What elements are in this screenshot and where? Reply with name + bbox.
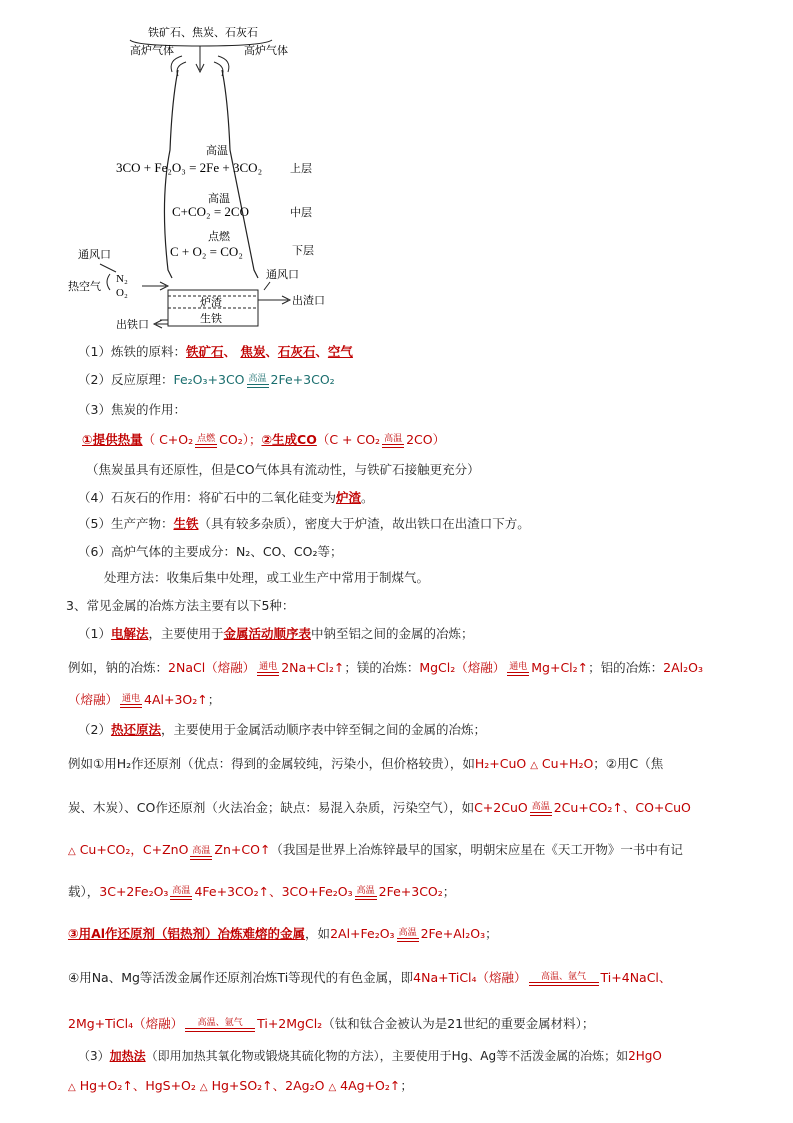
l22-b: 2HgO [628, 1049, 662, 1063]
l21-a: 2Mg+TiCl₄（熔融） [68, 1016, 184, 1031]
hot-air-label: 热空气 [68, 281, 101, 293]
l23-c: 4Ag+O₂↑ [340, 1078, 401, 1093]
l2-left: Fe₂O₃+3CO [173, 372, 245, 387]
l17-c: （我国是世界上冶炼锌最早的国家，明朝宋应星在《天工开物》一书中有记 [270, 842, 683, 857]
l23-d: ； [400, 1078, 413, 1093]
cond-label: 高温 [398, 928, 417, 938]
feed-label: 铁矿石、焦炭、石灰石 [148, 27, 258, 39]
gas-right-label: 高炉气体 [244, 45, 288, 57]
l12-e: MgCl₂（熔融） [419, 660, 506, 675]
l19-c: 2Fe+Al₂O₃ [420, 926, 486, 941]
l4-f: 2CO） [406, 432, 446, 447]
l13-cond [120, 694, 142, 708]
l23-b: Hg+SO₂↑、2Ag₂O [211, 1078, 325, 1093]
thermite-term: ③用Al作还原剂（铝热剂）冶炼难熔的金属 [68, 926, 306, 941]
cond-label: 高温、氩气 [541, 972, 587, 982]
l15-b: H₂+CuO [474, 756, 527, 771]
l12-a: 例如，钠的冶炼： [68, 660, 169, 675]
l15-c: Cu+H₂O [541, 756, 594, 771]
l19-cond [397, 928, 419, 942]
line-principle [78, 372, 335, 388]
line-coke-role [78, 402, 186, 418]
l22-rest: （即用加热其氧化物或锻烧其硫化物的方法），主要使用于Hg、Ag等不活泼金属的冶炼；如 [145, 1049, 629, 1063]
sep: 、 [315, 344, 328, 359]
l21-c: （钛和钛合金被认为是21世纪的重要金属材料）； [322, 1016, 595, 1031]
generate-co: ②生成CO [261, 432, 317, 447]
vent-right-label: 通风口 [266, 269, 299, 281]
l18-cond2 [355, 886, 377, 900]
line-electrolysis [78, 626, 474, 642]
eq1-layer: 上层 [290, 163, 312, 175]
line-treatment [104, 570, 429, 586]
line-zno [68, 842, 683, 860]
line-ti-mg [68, 1016, 594, 1032]
cond-label: 通电 [122, 694, 141, 704]
l21-cond [185, 1018, 255, 1032]
line-hg-ag [68, 1078, 413, 1096]
l12-c: 2Na+Cl₂↑ [281, 660, 345, 675]
delta-icon: △ [68, 846, 76, 857]
slag-term: 炉渣 [335, 490, 361, 505]
l11-mid: ，主要使用于 [148, 626, 224, 641]
l16-c: 2Cu+CO₂↑、CO+CuO [553, 800, 691, 815]
line-c-co [68, 800, 691, 816]
eq3-cond: 点燃 [208, 231, 230, 243]
line-coke-uses [82, 432, 445, 448]
l15-a: 例如①用H₂作还原剂（优点：得到的金属较纯，污染小，但价格较贵），如 [68, 756, 475, 771]
l2-prefix: （2）反应原理： [78, 372, 174, 387]
gas-right-pipe [214, 56, 229, 76]
line-raw-materials [78, 344, 353, 360]
vent-right-arrow [264, 282, 270, 290]
eq3: C + O₂ = CO₂ [170, 244, 243, 259]
l20-b: 4Na+TiCl₄（熔融） [413, 970, 527, 985]
l22-prefix: （3） [78, 1049, 110, 1063]
line-gas [78, 544, 342, 560]
delta-icon: △ [199, 1082, 208, 1093]
eq2: C+CO₂ = 2CO [172, 204, 249, 219]
l11-rest: 中钠至铝之间的金属的冶炼； [311, 626, 474, 641]
line-heating [78, 1048, 662, 1064]
l4-c: CO₂）； [219, 432, 262, 447]
l7-rest: （具有较多杂质），密度大于炉渣，故出铁口在出渣口下方。 [198, 516, 530, 531]
vent-left-label: 通风口 [78, 249, 111, 261]
n2-label: N₂ [116, 273, 128, 285]
blast-furnace-diagram [60, 20, 340, 340]
l2-right: 2Fe+3CO₂ [270, 372, 335, 387]
l12-cond2 [507, 662, 529, 676]
l19-b: 2Al+Fe₂O₃ [330, 926, 395, 941]
l3: （3）焦炭的作用： [78, 402, 186, 417]
l18-d: 2Fe+3CO₂ [378, 884, 443, 899]
delta-icon: △ [530, 760, 538, 771]
l6-prefix: （4）石灰石的作用：将矿石中的二氧化硅变为 [78, 490, 336, 505]
l14-prefix: （2） [78, 722, 111, 737]
l12-cond [257, 662, 279, 676]
delta-icon: △ [328, 1082, 337, 1093]
l20-cond [529, 972, 599, 986]
line-thermal [78, 722, 486, 738]
l6-end: 。 [360, 490, 374, 505]
cond-label: 高温 [172, 886, 191, 896]
l17-a: Cu+CO₂，C+ZnO [79, 842, 189, 857]
vent-left-arrow [100, 264, 116, 272]
l15-d: ；②用C（焦 [593, 756, 664, 771]
l17-b: Zn+CO↑ [214, 842, 271, 857]
l12-d: ；镁的冶炼： [344, 660, 420, 675]
l18-b: 3C+2Fe₂O₃ [99, 884, 169, 899]
l20-c: Ti+4NaCl、 [600, 970, 672, 985]
activity-series-term: 金属活动顺序表 [223, 626, 311, 641]
l4-cond1 [195, 434, 217, 448]
line-coke-note [86, 462, 480, 478]
eq3-layer: 下层 [292, 245, 314, 257]
l13-c: ； [207, 692, 221, 707]
line-section3 [66, 598, 294, 614]
l8: （6）高炉气体的主要成分：N₂、CO、CO₂等； [78, 544, 343, 559]
slag-label: 炉渣 [200, 297, 222, 309]
eq1-cond: 高温 [206, 145, 228, 157]
gas-mix-brace [107, 274, 110, 290]
l18-c: 4Fe+3CO₂↑、3CO+Fe₂O₃ [194, 884, 353, 899]
l7-prefix: （5）生产产物： [78, 516, 174, 531]
cond-label: 高温、氩气 [197, 1018, 243, 1028]
l17-cond [190, 846, 212, 860]
gas-left-pipe [171, 56, 186, 76]
l10: 3、常见金属的冶炼方法主要有以下5种： [66, 598, 295, 613]
l2-cond [247, 374, 269, 388]
l9: 处理方法：收集后集中处理，或工业生产中常用于制煤气。 [104, 570, 430, 585]
line-limestone [78, 490, 374, 506]
eq2-layer: 中层 [290, 207, 312, 219]
eq1: 3CO + Fe₂O₃ = 2Fe + 3CO₂ [116, 160, 263, 175]
sep: 、 [265, 344, 278, 359]
iron-outlet-label: 出铁口 [116, 319, 149, 331]
raw-iron-ore: 铁矿石 [185, 344, 224, 359]
line-product [78, 516, 530, 532]
cond-label: 高温 [192, 846, 211, 856]
cond-label: 高温 [531, 802, 550, 812]
l4-cond2 [382, 434, 404, 448]
cond-label: 通电 [259, 662, 278, 672]
l18-e: ； [442, 884, 456, 899]
l16-a: 炭、木炭）、CO作还原剂（火法冶金；缺点：易混入杂质，污染空气），如 [68, 800, 475, 815]
sep: 、 [223, 344, 241, 359]
l4-e: （C + CO₂ [316, 432, 381, 447]
eq2-cond: 高温 [208, 193, 230, 205]
l23-a: Hg+O₂↑、HgS+O₂ [79, 1078, 196, 1093]
l11-prefix: （1） [78, 626, 111, 641]
l4-b: （ C+O₂ [142, 432, 194, 447]
raw-limestone: 石灰石 [277, 344, 316, 359]
thermal-reduction-term: 热还原法 [110, 722, 161, 737]
l12-f: Mg+Cl₂↑ [531, 660, 589, 675]
line-fe2o3 [68, 884, 455, 900]
line-electrolysis-al [68, 692, 220, 708]
pig-iron-label: 生铁 [200, 313, 222, 325]
l12-b: 2NaCl（熔融） [168, 660, 256, 675]
electrolysis-term: 电解法 [110, 626, 149, 641]
heating-term: 加热法 [109, 1049, 146, 1063]
delta-icon: △ [68, 1082, 76, 1093]
l19-d: ； [485, 926, 498, 941]
l19-mid: ，如 [305, 926, 331, 941]
raw-coke: 焦炭 [240, 344, 266, 359]
provide-heat: ①提供热量 [82, 432, 143, 447]
pig-iron-term: 生铁 [173, 516, 199, 531]
cond-label: 通电 [509, 662, 528, 672]
l13-b: 4Al+3O₂↑ [144, 692, 208, 707]
gas-left-label: 高炉气体 [130, 45, 174, 57]
cond-label: 高温 [356, 886, 375, 896]
l1-prefix: （1）炼铁的原料： [78, 344, 186, 359]
l18-a: 载）， [68, 884, 100, 899]
cond-label: 点燃 [197, 434, 216, 444]
cond-label: 高温 [248, 374, 267, 384]
slag-outlet-label: 出渣口 [292, 295, 325, 307]
l20-a: ④用Na、Mg等活泼金属作还原剂冶炼Ti等现代的有色金属，即 [68, 970, 414, 985]
l12-h: 2Al₂O₃ [663, 660, 704, 675]
l18-cond [170, 886, 192, 900]
o2-label: O₂ [116, 287, 128, 299]
l21-b: Ti+2MgCl₂ [257, 1016, 323, 1031]
l5: （焦炭虽具有还原性，但是CO气体具有流动性，与铁矿石接触更充分） [86, 462, 480, 477]
l14-rest: ，主要使用于金属活动顺序表中锌至铜之间的金属的冶炼； [160, 722, 486, 737]
l16-cond [530, 802, 552, 816]
line-h2 [68, 756, 663, 774]
l12-g: ；铝的冶炼： [588, 660, 664, 675]
line-electrolysis-examples [68, 660, 703, 676]
l16-b: C+2CuO [474, 800, 528, 815]
line-thermite [68, 926, 498, 942]
raw-air: 空气 [327, 344, 353, 359]
line-ti-na [68, 970, 671, 986]
cond-label: 高温 [384, 434, 403, 444]
l13-a: （熔融） [68, 692, 119, 707]
